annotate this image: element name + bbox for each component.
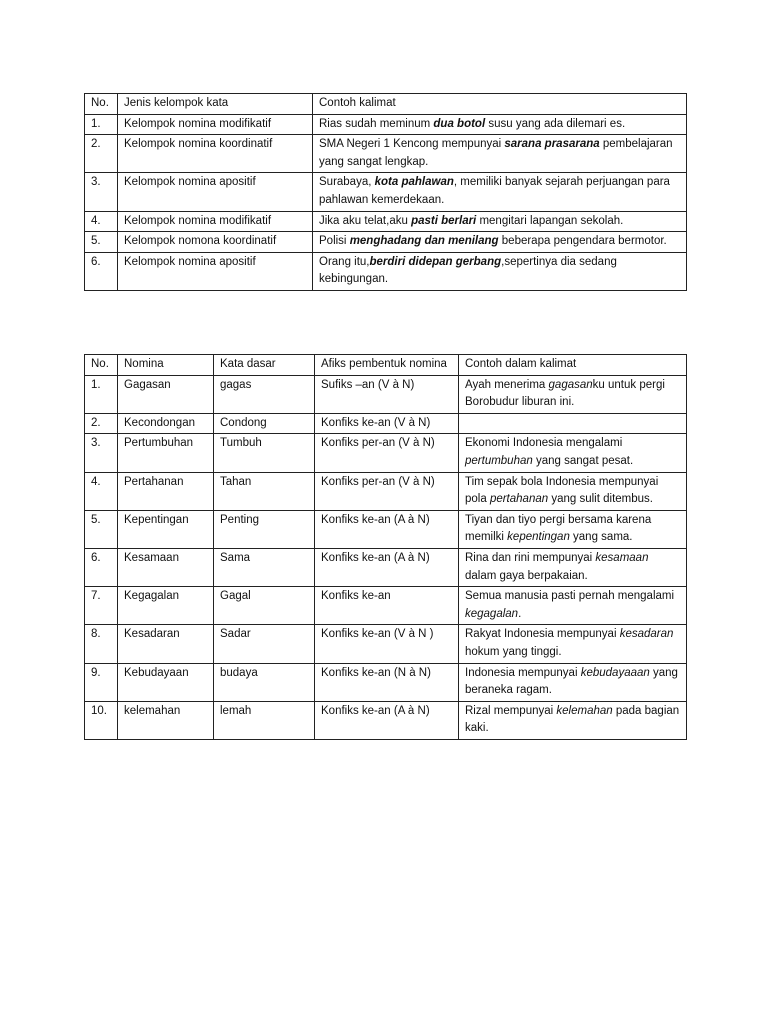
- kata-dasar: Tahan: [214, 472, 315, 510]
- contoh-dalam-kalimat: [459, 510, 687, 548]
- row-number: 6.: [85, 252, 118, 290]
- afiks-pembentuk: Konfiks per-an (V à N): [315, 472, 459, 510]
- sentence-text: pembelajaran yang sangat lengkap.: [319, 138, 673, 168]
- jenis-kelompok-kata: Kelompok nomina modifikatif: [118, 211, 313, 232]
- row-number: 3.: [85, 173, 118, 211]
- table-row: [85, 173, 687, 211]
- kata-dasar: lemah: [214, 701, 315, 739]
- nomina: Kepentingan: [118, 510, 214, 548]
- sentence-text: Indonesia mempunyai: [465, 666, 581, 679]
- highlighted-phrase: gagasan: [548, 378, 593, 391]
- sentence-text: Tiyan dan tiyo pergi bersama karena memilki: [465, 513, 652, 544]
- highlighted-phrase: kegagalan: [465, 607, 519, 620]
- sentence-text: hokum yang tinggi.: [465, 645, 562, 658]
- sentence-text: yang sangat pesat.: [532, 454, 634, 467]
- jenis-kelompok-kata: Kelompok nomina apositif: [118, 173, 313, 211]
- sentence-text: pada bagian kaki.: [465, 704, 680, 735]
- table-row: [85, 135, 687, 173]
- contoh-dalam-kalimat: [459, 472, 687, 510]
- nomina: kelemahan: [118, 701, 214, 739]
- row-number: 7.: [85, 587, 118, 625]
- row-number: 3.: [85, 434, 118, 472]
- contoh-dalam-kalimat: [459, 375, 687, 413]
- header-jenis: Jenis kelompok kata: [118, 94, 313, 115]
- contoh-dalam-kalimat: [459, 663, 687, 701]
- highlighted-phrase: kelemahan: [556, 704, 613, 717]
- sentence-text: Rina dan rini mempunyai: [465, 551, 596, 564]
- kata-dasar: budaya: [214, 663, 315, 701]
- table-row: [85, 510, 687, 548]
- jenis-kelompok-kata: Kelompok nomina koordinatif: [118, 135, 313, 173]
- header-nomina: Nomina: [118, 355, 214, 376]
- contoh-dalam-kalimat: [459, 413, 687, 434]
- header-kata-dasar: Kata dasar: [214, 355, 315, 376]
- afiks-pembentuk: Konfiks ke-an: [315, 587, 459, 625]
- table-row: [85, 211, 687, 232]
- sentence-text: mengitari lapangan sekolah.: [476, 214, 624, 227]
- sentence-text: ku untuk pergi Borobudur liburan ini.: [465, 378, 665, 409]
- table-row: [85, 232, 687, 253]
- header-afiks: Afiks pembentuk nomina: [315, 355, 459, 376]
- row-number: 5.: [85, 510, 118, 548]
- table-row: [85, 663, 687, 701]
- row-number: 8.: [85, 625, 118, 663]
- header-contoh-kalimat: Contoh dalam kalimat: [459, 355, 687, 376]
- afiks-pembentuk: Konfiks ke-an (A à N): [315, 701, 459, 739]
- header-contoh: Contoh kalimat: [313, 94, 687, 115]
- nomina-afiks-table: [84, 354, 687, 740]
- table-header-row: [85, 355, 687, 376]
- table-row: [85, 548, 687, 586]
- kelompok-kata-table: [84, 93, 687, 291]
- table-row: [85, 434, 687, 472]
- contoh-dalam-kalimat: [459, 548, 687, 586]
- contoh-dalam-kalimat: [459, 434, 687, 472]
- nomina: Kegagalan: [118, 587, 214, 625]
- row-number: 1.: [85, 114, 118, 135]
- sentence-text: ,sepertinya dia sedang kebingungan.: [319, 255, 617, 286]
- afiks-pembentuk: Konfiks ke-an (N à N): [315, 663, 459, 701]
- sentence-text: Jika aku telat,aku: [319, 214, 412, 227]
- kata-dasar: Tumbuh: [214, 434, 315, 472]
- header-no: No.: [85, 94, 118, 115]
- row-number: 10.: [85, 701, 118, 739]
- kata-dasar: Condong: [214, 413, 315, 434]
- header-no: No.: [85, 355, 118, 376]
- sentence-text: yang beraneka ragam.: [465, 666, 678, 697]
- highlighted-phrase: pasti berlari: [411, 214, 477, 227]
- sentence-text: Orang itu,: [319, 255, 370, 268]
- highlighted-phrase: kepentingan: [507, 531, 570, 544]
- sentence-text: Rizal mempunyai: [465, 704, 557, 717]
- contoh-kalimat: [313, 232, 687, 253]
- contoh-dalam-kalimat: [459, 587, 687, 625]
- afiks-pembentuk: Konfiks ke-an (A à N): [315, 548, 459, 586]
- contoh-kalimat: [313, 252, 687, 290]
- sentence-text: Ekonomi Indonesia mengalami: [465, 437, 623, 450]
- table-row: [85, 413, 687, 434]
- sentence-text: Ayah menerima: [465, 378, 549, 391]
- contoh-dalam-kalimat: [459, 625, 687, 663]
- nomina: Pertumbuhan: [118, 434, 214, 472]
- table-row: [85, 625, 687, 663]
- kata-dasar: gagas: [214, 375, 315, 413]
- contoh-kalimat: [313, 173, 687, 211]
- highlighted-phrase: menghadang dan menilang: [349, 235, 499, 248]
- afiks-pembentuk: Konfiks per-an (V à N): [315, 434, 459, 472]
- highlighted-phrase: kota pahlawan: [374, 176, 454, 189]
- kata-dasar: Gagal: [214, 587, 315, 625]
- sentence-text: SMA Negeri 1 Kencong mempunyai: [319, 138, 505, 151]
- sentence-text: beberapa pengendara bermotor.: [498, 235, 667, 248]
- table-row: [85, 114, 687, 135]
- contoh-kalimat: [313, 211, 687, 232]
- row-number: 6.: [85, 548, 118, 586]
- sentence-text: yang sulit ditembus.: [548, 493, 653, 506]
- sentence-text: dalam gaya berpakaian.: [465, 569, 588, 582]
- kata-dasar: Sadar: [214, 625, 315, 663]
- highlighted-phrase: kesamaan: [595, 551, 649, 564]
- sentence-text: Tim sepak bola Indonesia mempunyai pola: [465, 475, 659, 506]
- table-header-row: [85, 94, 687, 115]
- nomina: Pertahanan: [118, 472, 214, 510]
- afiks-pembentuk: Sufiks –an (V à N): [315, 375, 459, 413]
- jenis-kelompok-kata: Kelompok nomina modifikatif: [118, 114, 313, 135]
- highlighted-phrase: sarana prasarana: [504, 138, 600, 151]
- nomina: Gagasan: [118, 375, 214, 413]
- highlighted-phrase: berdiri didepan gerbang: [369, 255, 502, 268]
- highlighted-phrase: pertahanan: [489, 493, 549, 506]
- sentence-text: yang sama.: [569, 531, 633, 544]
- afiks-pembentuk: Konfiks ke-an (A à N): [315, 510, 459, 548]
- sentence-text: Surabaya,: [319, 176, 375, 189]
- row-number: 4.: [85, 211, 118, 232]
- contoh-dalam-kalimat: [459, 701, 687, 739]
- nomina: Kesamaan: [118, 548, 214, 586]
- highlighted-phrase: kesadaran: [619, 628, 674, 641]
- sentence-text: .: [518, 607, 522, 620]
- row-number: 2.: [85, 135, 118, 173]
- table-row: [85, 375, 687, 413]
- sentence-text: susu yang ada dilemari es.: [485, 117, 626, 130]
- row-number: 9.: [85, 663, 118, 701]
- sentence-text: Rias sudah meminum: [319, 117, 434, 130]
- table-row: [85, 472, 687, 510]
- nomina: Kesadaran: [118, 625, 214, 663]
- table-row: [85, 701, 687, 739]
- contoh-kalimat: [313, 114, 687, 135]
- contoh-kalimat: [313, 135, 687, 173]
- table-row: [85, 252, 687, 290]
- jenis-kelompok-kata: Kelompok nomona koordinatif: [118, 232, 313, 253]
- sentence-text: Polisi: [319, 235, 350, 248]
- table-row: [85, 587, 687, 625]
- afiks-pembentuk: Konfiks ke-an (V à N): [315, 413, 459, 434]
- nomina: Kebudayaan: [118, 663, 214, 701]
- row-number: 5.: [85, 232, 118, 253]
- jenis-kelompok-kata: Kelompok nomina apositif: [118, 252, 313, 290]
- row-number: 1.: [85, 375, 118, 413]
- highlighted-phrase: dua botol: [433, 117, 486, 130]
- sentence-text: , memiliki banyak sejarah perjuangan para pahlawan kemerdekaan.: [319, 176, 670, 206]
- sentence-text: Semua manusia pasti pernah mengalami: [465, 590, 675, 603]
- nomina: Kecondongan: [118, 413, 214, 434]
- highlighted-phrase: pertumbuhan: [465, 454, 533, 467]
- afiks-pembentuk: Konfiks ke-an (V à N ): [315, 625, 459, 663]
- kata-dasar: Sama: [214, 548, 315, 586]
- row-number: 4.: [85, 472, 118, 510]
- highlighted-phrase: kebudayaaan: [580, 666, 650, 679]
- kata-dasar: Penting: [214, 510, 315, 548]
- sentence-text: Rakyat Indonesia mempunyai: [465, 628, 620, 641]
- row-number: 2.: [85, 413, 118, 434]
